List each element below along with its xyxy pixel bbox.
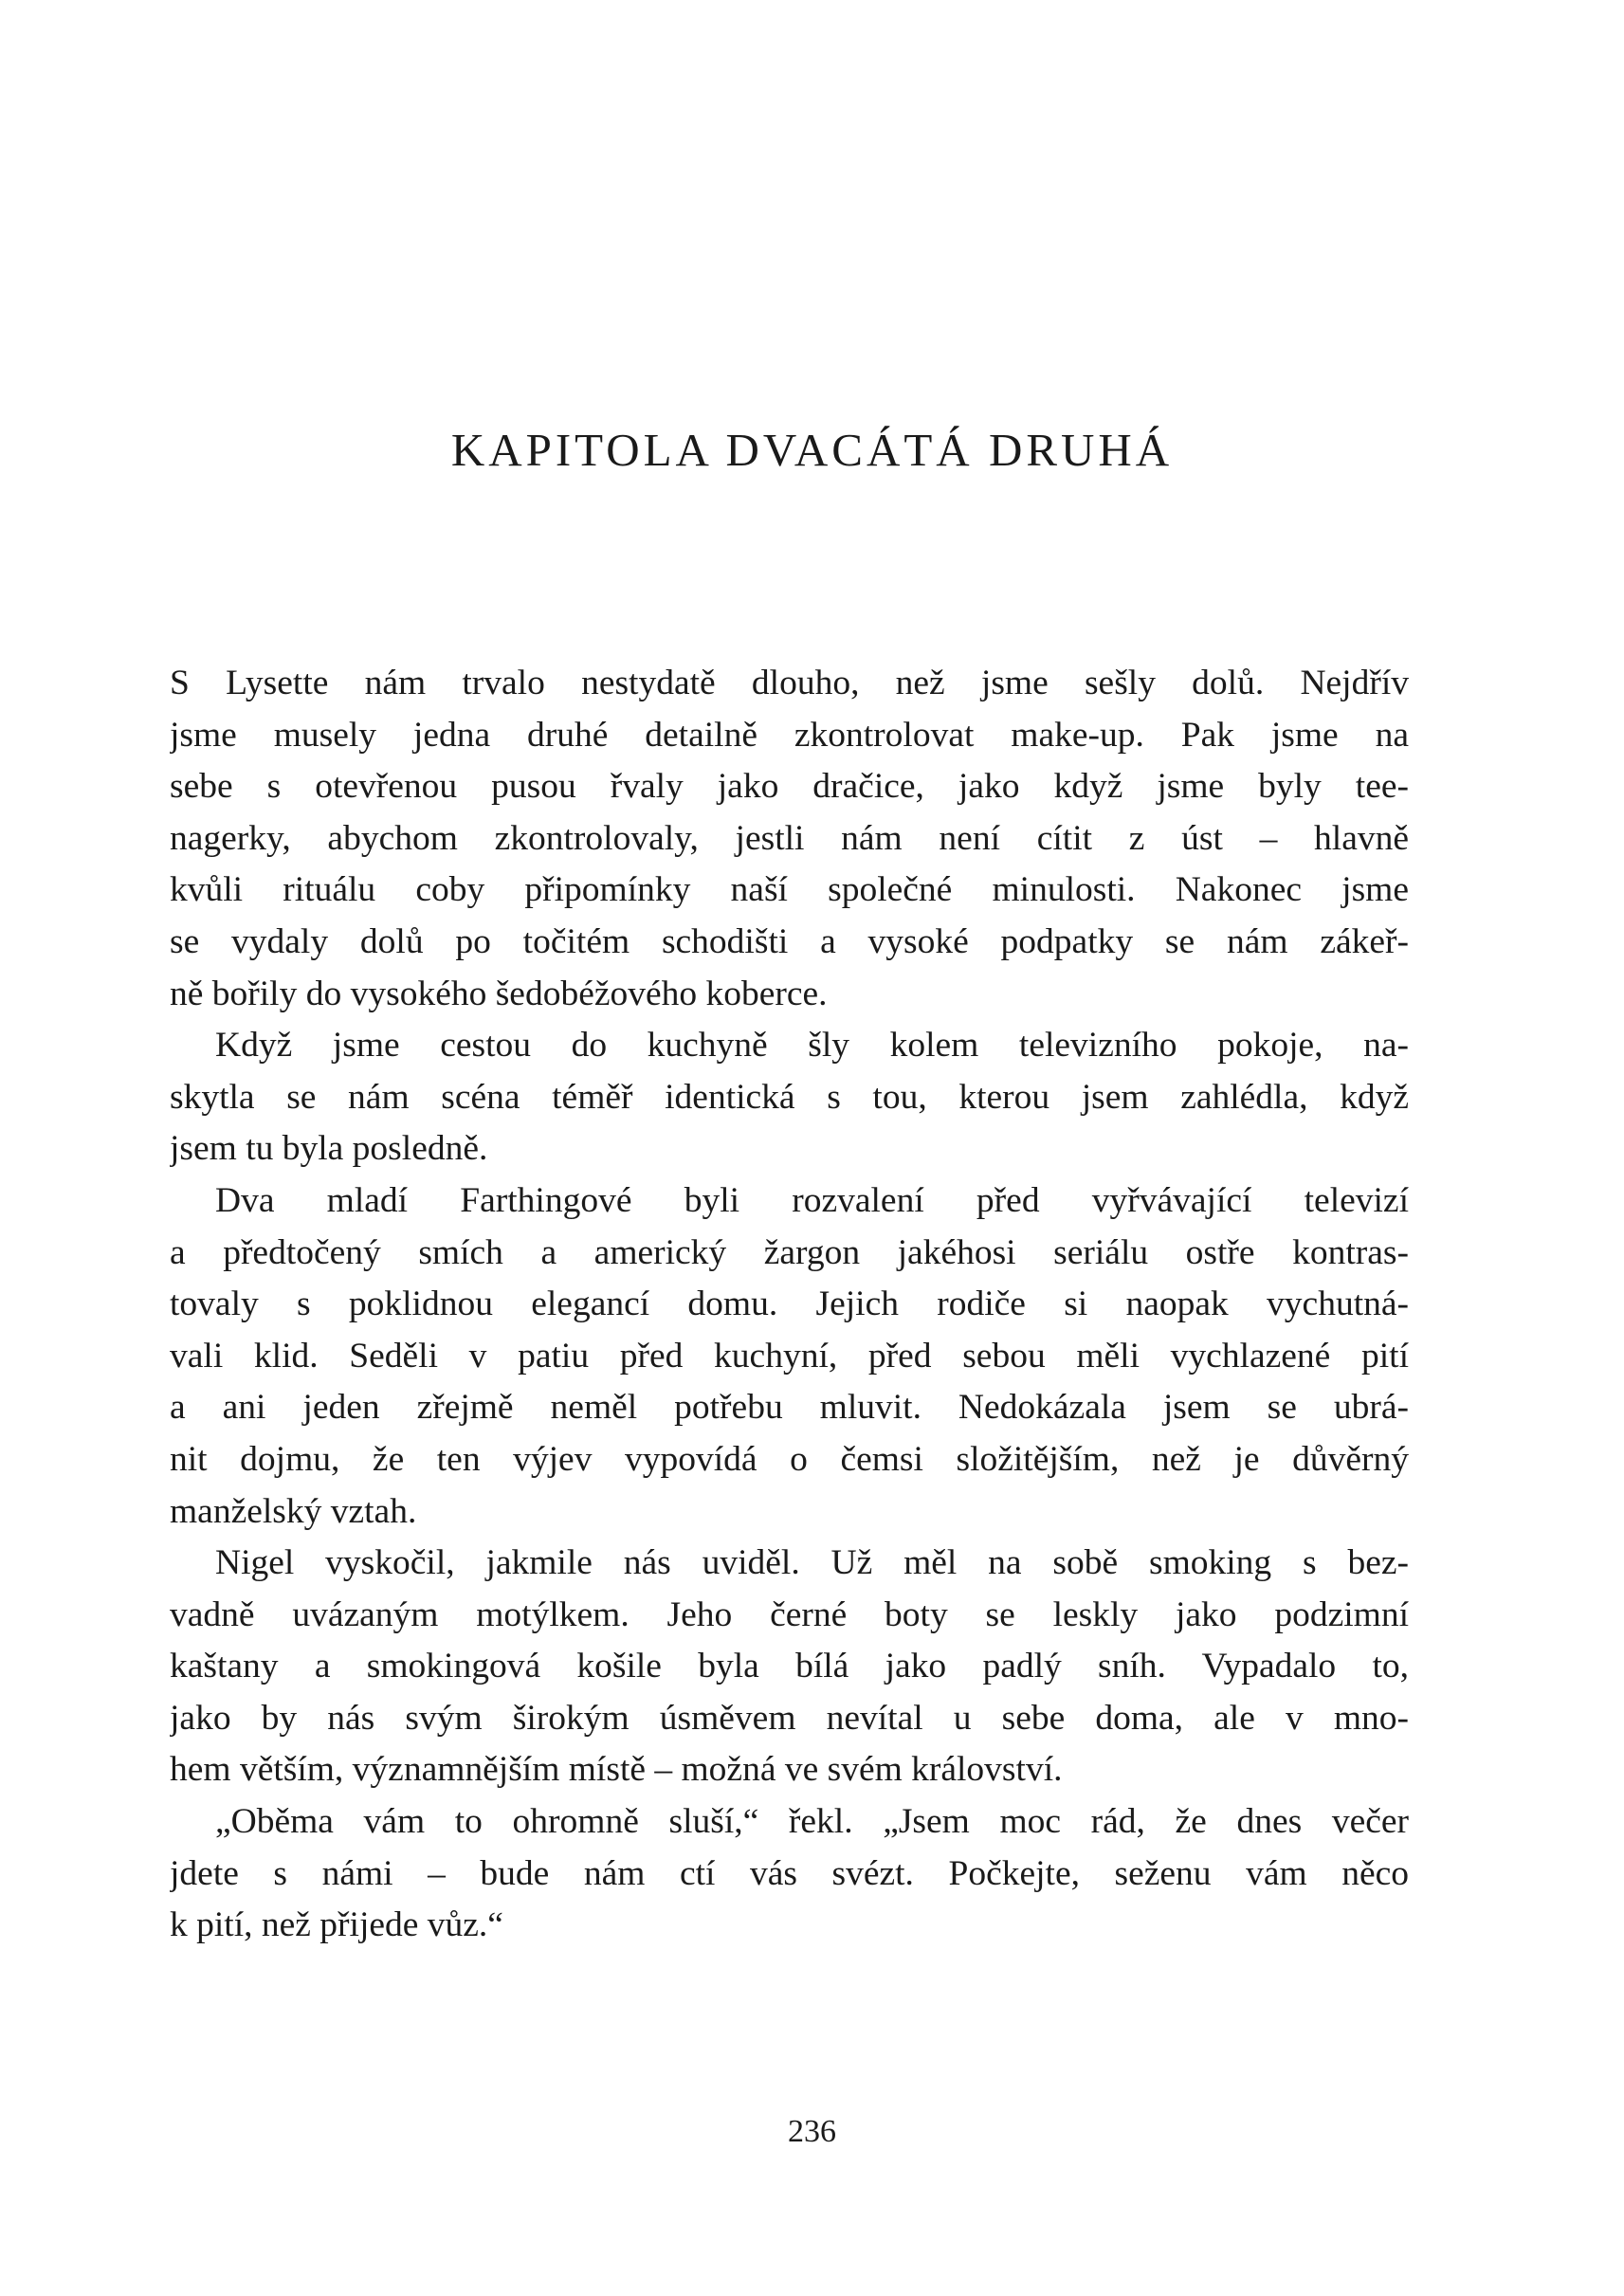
text-line: k pití, než přijede vůz.“ — [170, 1905, 503, 1945]
text-line: Když jsme cestou do kuchyně šly kolem televizního pokoje, na- — [215, 1026, 1409, 1066]
text-line: Nigel vyskočil, jakmile nás uviděl. Už měl na sobě smoking s bez- — [215, 1543, 1409, 1583]
text-line: jsme musely jedna druhé detailně zkontrolovat make-up. Pak jsme na — [170, 715, 1409, 755]
text-line: „Oběma vám to ohromně sluší,“ řekl. „Jsem moc rád, že dnes večer — [215, 1802, 1409, 1842]
paragraph-1 — [170, 658, 1409, 1020]
text-line: hem větším, významnějším místě – možná ve svém království. — [170, 1750, 1063, 1790]
paragraph-2 — [170, 1020, 1409, 1175]
paragraph-3 — [170, 1175, 1409, 1538]
text-line: kvůli rituálu coby připomínky naší společné minulosti. Nakonec jsme — [170, 870, 1409, 910]
text-line: kaštany a smokingová košile byla bílá jako padlý sníh. Vypadalo to, — [170, 1647, 1409, 1686]
paragraph-4 — [170, 1538, 1409, 1796]
text-line: jdete s námi – bude nám ctí vás svézt. Počkejte, seženu vám něco — [170, 1853, 1409, 1893]
chapter-body — [170, 658, 1409, 1952]
text-line: jako by nás svým širokým úsměvem nevítal u sebe doma, ale v mno- — [170, 1698, 1409, 1738]
text-line: Dva mladí Farthingové byli rozvalení před vyřvávající televizí — [215, 1180, 1409, 1220]
paragraph-5 — [170, 1796, 1409, 1952]
text-line: vali klid. Seděli v patiu před kuchyní, před sebou měli vychlazené pití — [170, 1336, 1409, 1376]
text-line: sebe s otevřenou pusou řvaly jako dračice, jako když jsme byly tee- — [170, 767, 1409, 807]
text-line: a předtočený smích a americký žargon jakéhosi seriálu ostře kontras- — [170, 1232, 1409, 1272]
text-line: ně bořily do vysokého šedobéžového koberce. — [170, 974, 828, 1013]
text-line: nagerky, abychom zkontrolovaly, jestli nám není cítit z úst – hlavně — [170, 818, 1409, 858]
chapter-title: KAPITOLA DVACÁTÁ DRUHÁ — [450, 424, 1174, 476]
text-line: vadně uvázaným motýlkem. Jeho černé boty se leskly jako podzimní — [170, 1594, 1409, 1634]
page-number: 236 — [788, 2114, 836, 2149]
text-line: tovaly s poklidnou elegancí domu. Jejich rodiče si naopak vychutná- — [170, 1285, 1409, 1324]
text-line: S Lysette nám trvalo nestydatě dlouho, než jsme sešly dolů. Nejdřív — [170, 664, 1409, 702]
text-line: nit dojmu, že ten výjev vypovídá o čemsi složitějším, než je důvěrný — [170, 1439, 1409, 1479]
text-line: skytla se nám scéna téměř identická s tou, kterou jsem zahlédla, když — [170, 1077, 1409, 1117]
text-line: se vydaly dolů po točitém schodišti a vysoké podpatky se nám zákeř- — [170, 921, 1409, 961]
text-line: manželský vztah. — [170, 1491, 417, 1531]
text-line: jsem tu byla posledně. — [170, 1129, 488, 1169]
text-line: a ani jeden zřejmě neměl potřebu mluvit. Nedokázala jsem se ubrá- — [170, 1388, 1409, 1428]
